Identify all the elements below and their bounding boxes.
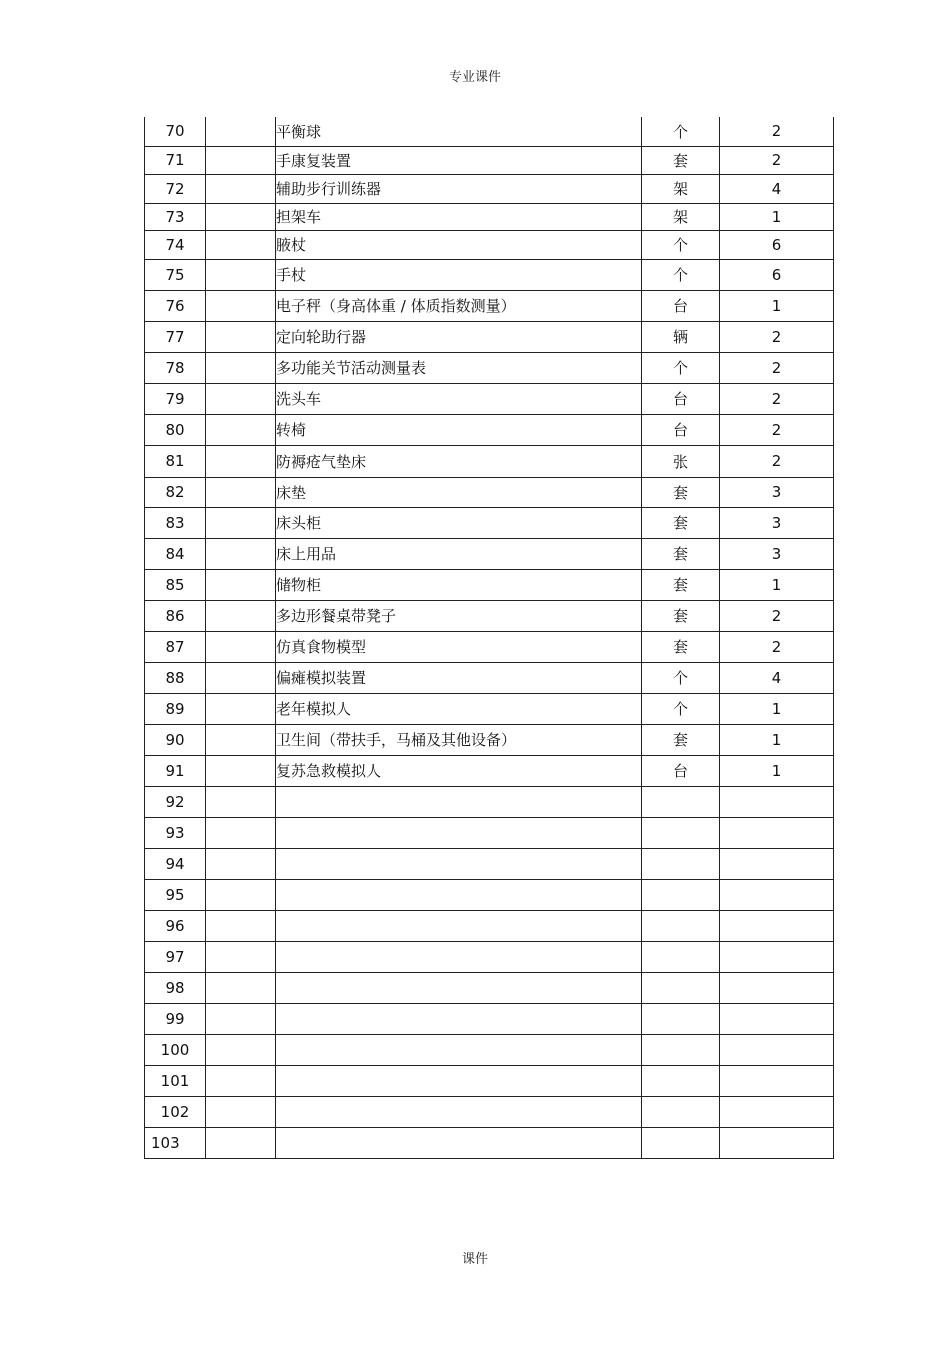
row-number: 77	[145, 321, 206, 352]
table-row	[145, 230, 834, 259]
category-cell	[206, 848, 276, 879]
item-unit: 套	[642, 631, 720, 662]
item-unit	[642, 1034, 720, 1065]
item-name: 洗头车	[276, 383, 642, 414]
table-row	[145, 786, 834, 817]
item-quantity	[720, 1003, 834, 1034]
category-cell	[206, 445, 276, 477]
item-name: 储物柜	[276, 569, 642, 600]
item-quantity: 2	[720, 631, 834, 662]
item-unit	[642, 848, 720, 879]
row-number: 81	[145, 445, 206, 477]
table-row	[145, 259, 834, 290]
item-unit: 架	[642, 203, 720, 230]
category-cell	[206, 1003, 276, 1034]
row-number: 100	[145, 1034, 206, 1065]
category-cell	[206, 321, 276, 352]
row-number: 102	[145, 1096, 206, 1127]
item-unit	[642, 1003, 720, 1034]
row-number: 71	[145, 146, 206, 174]
item-name: 平衡球	[276, 117, 642, 146]
row-number: 96	[145, 910, 206, 941]
item-quantity: 1	[720, 290, 834, 321]
row-number: 87	[145, 631, 206, 662]
category-cell	[206, 383, 276, 414]
item-quantity	[720, 786, 834, 817]
item-quantity: 2	[720, 146, 834, 174]
row-number: 90	[145, 724, 206, 755]
item-quantity	[720, 941, 834, 972]
category-cell	[206, 1096, 276, 1127]
table-row	[145, 600, 834, 631]
item-unit: 套	[642, 569, 720, 600]
item-unit: 套	[642, 724, 720, 755]
item-quantity	[720, 1034, 834, 1065]
row-number: 91	[145, 755, 206, 786]
item-unit: 台	[642, 383, 720, 414]
category-cell	[206, 786, 276, 817]
table-row	[145, 383, 834, 414]
row-number: 99	[145, 1003, 206, 1034]
item-quantity: 2	[720, 600, 834, 631]
row-number: 88	[145, 662, 206, 693]
item-quantity	[720, 910, 834, 941]
item-quantity: 1	[720, 755, 834, 786]
category-cell	[206, 879, 276, 910]
item-name: 定向轮助行器	[276, 321, 642, 352]
item-unit: 架	[642, 174, 720, 203]
item-quantity: 2	[720, 383, 834, 414]
row-number: 78	[145, 352, 206, 383]
item-name: 床垫	[276, 477, 642, 507]
item-name: 复苏急救模拟人	[276, 755, 642, 786]
category-cell	[206, 631, 276, 662]
item-quantity: 1	[720, 724, 834, 755]
table-row	[145, 817, 834, 848]
item-unit: 个	[642, 117, 720, 146]
item-quantity: 2	[720, 414, 834, 445]
item-name: 床头柜	[276, 507, 642, 538]
item-name	[276, 1065, 642, 1096]
table-row	[145, 321, 834, 352]
item-unit: 套	[642, 146, 720, 174]
table-row	[145, 174, 834, 203]
row-number: 92	[145, 786, 206, 817]
item-quantity: 1	[720, 203, 834, 230]
category-cell	[206, 117, 276, 146]
item-name: 辅助步行训练器	[276, 174, 642, 203]
item-name: 手杖	[276, 259, 642, 290]
item-unit	[642, 910, 720, 941]
item-name	[276, 1034, 642, 1065]
category-cell	[206, 174, 276, 203]
item-unit	[642, 879, 720, 910]
item-quantity	[720, 817, 834, 848]
item-name: 多功能关节活动测量表	[276, 352, 642, 383]
row-number: 95	[145, 879, 206, 910]
table-row	[145, 972, 834, 1003]
item-quantity: 1	[720, 693, 834, 724]
item-unit	[642, 1096, 720, 1127]
table-row	[145, 631, 834, 662]
category-cell	[206, 203, 276, 230]
category-cell	[206, 600, 276, 631]
row-number: 74	[145, 230, 206, 259]
category-cell	[206, 414, 276, 445]
category-cell	[206, 941, 276, 972]
table-row	[145, 290, 834, 321]
item-unit	[642, 1127, 720, 1158]
category-cell	[206, 507, 276, 538]
row-number: 83	[145, 507, 206, 538]
item-quantity: 6	[720, 230, 834, 259]
item-unit	[642, 941, 720, 972]
category-cell	[206, 146, 276, 174]
table-row	[145, 146, 834, 174]
item-name	[276, 817, 642, 848]
item-quantity: 6	[720, 259, 834, 290]
row-number: 103	[145, 1127, 206, 1158]
item-name	[276, 786, 642, 817]
category-cell	[206, 352, 276, 383]
row-number: 75	[145, 259, 206, 290]
item-name: 腋杖	[276, 230, 642, 259]
item-quantity: 3	[720, 507, 834, 538]
item-quantity: 4	[720, 174, 834, 203]
item-unit: 套	[642, 477, 720, 507]
table-row	[145, 724, 834, 755]
category-cell	[206, 569, 276, 600]
table-row	[145, 848, 834, 879]
table-row	[145, 941, 834, 972]
category-cell	[206, 1034, 276, 1065]
equipment-table	[144, 117, 834, 1159]
item-unit: 张	[642, 445, 720, 477]
table-row	[145, 477, 834, 507]
page-header: 专业课件	[448, 70, 501, 85]
table-row	[145, 1034, 834, 1065]
table-row	[145, 1127, 834, 1158]
row-number: 70	[145, 117, 206, 146]
category-cell	[206, 972, 276, 1003]
item-unit: 辆	[642, 321, 720, 352]
table-row	[145, 569, 834, 600]
item-name	[276, 972, 642, 1003]
item-quantity: 2	[720, 117, 834, 146]
item-quantity: 2	[720, 352, 834, 383]
item-name: 老年模拟人	[276, 693, 642, 724]
item-unit	[642, 972, 720, 1003]
row-number: 80	[145, 414, 206, 445]
row-number: 101	[145, 1065, 206, 1096]
item-unit: 个	[642, 230, 720, 259]
row-number: 85	[145, 569, 206, 600]
item-quantity: 2	[720, 445, 834, 477]
item-unit: 个	[642, 259, 720, 290]
item-quantity: 2	[720, 321, 834, 352]
row-number: 94	[145, 848, 206, 879]
item-quantity: 1	[720, 569, 834, 600]
table-row	[145, 755, 834, 786]
item-quantity: 3	[720, 477, 834, 507]
row-number: 82	[145, 477, 206, 507]
table-row	[145, 203, 834, 230]
item-name	[276, 910, 642, 941]
item-quantity: 4	[720, 662, 834, 693]
table-row	[145, 538, 834, 569]
item-quantity: 3	[720, 538, 834, 569]
item-name: 手康复装置	[276, 146, 642, 174]
table-row	[145, 352, 834, 383]
category-cell	[206, 662, 276, 693]
item-unit: 台	[642, 755, 720, 786]
item-quantity	[720, 972, 834, 1003]
row-number: 86	[145, 600, 206, 631]
item-name: 床上用品	[276, 538, 642, 569]
category-cell	[206, 538, 276, 569]
category-cell	[206, 230, 276, 259]
row-number: 93	[145, 817, 206, 848]
item-unit: 个	[642, 693, 720, 724]
category-cell	[206, 817, 276, 848]
item-unit: 台	[642, 414, 720, 445]
item-quantity	[720, 1096, 834, 1127]
row-number: 79	[145, 383, 206, 414]
table-row	[145, 117, 834, 146]
category-cell	[206, 755, 276, 786]
item-unit: 套	[642, 600, 720, 631]
item-unit: 套	[642, 507, 720, 538]
category-cell	[206, 477, 276, 507]
table-row	[145, 693, 834, 724]
item-name: 防褥疮气垫床	[276, 445, 642, 477]
item-unit: 套	[642, 538, 720, 569]
item-quantity	[720, 848, 834, 879]
table-row	[145, 662, 834, 693]
page-footer: 课件	[461, 1252, 488, 1267]
category-cell	[206, 1127, 276, 1158]
table-row	[145, 414, 834, 445]
item-quantity	[720, 879, 834, 910]
row-number: 72	[145, 174, 206, 203]
category-cell	[206, 724, 276, 755]
row-number: 76	[145, 290, 206, 321]
category-cell	[206, 259, 276, 290]
item-name	[276, 1127, 642, 1158]
row-number: 89	[145, 693, 206, 724]
item-name	[276, 879, 642, 910]
item-unit: 个	[642, 662, 720, 693]
table-row	[145, 879, 834, 910]
item-unit	[642, 786, 720, 817]
row-number: 73	[145, 203, 206, 230]
table-row	[145, 507, 834, 538]
table-row	[145, 1096, 834, 1127]
item-name: 多边形餐桌带凳子	[276, 600, 642, 631]
row-number: 98	[145, 972, 206, 1003]
item-unit	[642, 1065, 720, 1096]
item-name: 偏瘫模拟装置	[276, 662, 642, 693]
item-name	[276, 848, 642, 879]
item-name: 转椅	[276, 414, 642, 445]
item-name	[276, 1096, 642, 1127]
category-cell	[206, 290, 276, 321]
table-row	[145, 910, 834, 941]
item-name	[276, 1003, 642, 1034]
item-unit: 台	[642, 290, 720, 321]
item-name	[276, 941, 642, 972]
item-quantity	[720, 1127, 834, 1158]
row-number: 97	[145, 941, 206, 972]
table-row	[145, 1065, 834, 1096]
category-cell	[206, 1065, 276, 1096]
item-name: 担架车	[276, 203, 642, 230]
item-unit	[642, 817, 720, 848]
item-quantity	[720, 1065, 834, 1096]
category-cell	[206, 693, 276, 724]
category-cell	[206, 910, 276, 941]
row-number: 84	[145, 538, 206, 569]
item-unit: 个	[642, 352, 720, 383]
item-name: 仿真食物模型	[276, 631, 642, 662]
table-row	[145, 445, 834, 477]
table-row	[145, 1003, 834, 1034]
item-name: 电子秤（身高体重 / 体质指数测量）	[276, 290, 642, 321]
item-name: 卫生间（带扶手，马桶及其他设备）	[276, 724, 642, 755]
